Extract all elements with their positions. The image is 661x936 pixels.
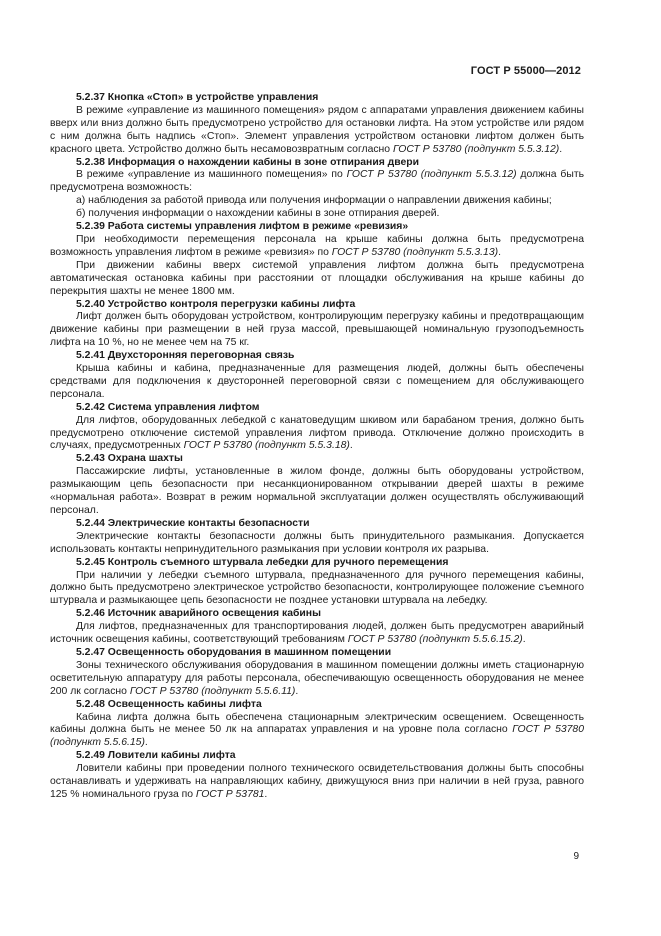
text-segment: Кабина лифта должна быть обеспечена стационарным электрическим освещением. Освещенность кабины должна быть не менее 50 лк на аппаратах управления и на уровне пола согласно [50,711,584,736]
section-number: 5.2.40 [76,298,105,310]
standard-reference: ГОСТ Р 53780 (подпункт 5.5.3.12) [346,169,517,181]
text-segment: должна быть предусмотрена возможность: [50,169,584,194]
paragraph [50,763,584,802]
section-heading [50,221,584,234]
section-title: Устройство контроля перегрузки кабины лифта [107,298,356,310]
section-heading [50,647,584,660]
paragraph [50,570,584,609]
section-number: 5.2.48 [76,698,105,710]
section-number: 5.2.44 [76,517,105,529]
section-number: 5.2.46 [76,608,105,620]
section-heading [50,453,584,466]
section-number: 5.2.43 [76,453,105,465]
section-title: Охрана шахты [107,453,183,465]
paragraph [50,234,584,260]
text-segment: При движении кабины вверх системой управления лифтом должна быть предусмотрена автоматическая остановка кабины при расстоянии от площадки обслуживания на крыше кабины до перекрытия шахты не менее 1800 мм. [50,259,584,297]
text-segment: . [498,246,501,258]
paragraph [50,415,584,454]
paragraph [50,169,584,195]
text-segment: Зоны технического обслуживания оборудования в машинном помещении должны иметь стационарную осветительную аппаратуру для работы персонала, обеспечивающую освещенность оборудования не менее 200 лк согласно [50,659,584,697]
document-body [50,92,584,802]
text-segment: . [522,634,526,646]
standard-reference: ГОСТ Р 53780 (подпункт 5.5.6.11) [129,685,296,697]
text-segment: . [349,440,353,452]
text-segment: . [559,143,563,155]
section-number: 5.2.41 [76,350,105,362]
section-heading [50,750,584,763]
section-heading [50,92,584,105]
text-segment: а) наблюдения за работой привода или получения информации о направлении движения кабины; [76,195,552,207]
section-title: Контроль съемного штурвала лебедки для ручного перемещения [107,556,449,568]
page-number: 9 [573,851,579,862]
section-heading [50,518,584,531]
paragraph [50,531,584,557]
text-segment: При необходимости перемещения персонала на крыше кабины должна быть предусмотрена возможность управления лифтом в режиме «ревизия» по [50,233,584,258]
section-number: 5.2.49 [76,750,105,762]
paragraph [50,260,584,299]
standard-reference: ГОСТ Р 53780 (подпункт 5.5.6.15.2) [347,634,523,646]
section-title: Кнопка «Стоп» в устройстве управления [107,92,319,103]
section-number: 5.2.38 [76,156,105,168]
paragraph [50,363,584,402]
text-segment: Пассажирские лифты, установленные в жилом фонде, должны быть оборудованы устройством, размыкающим цепь безопасности при несанкционированном открывании дверей шахты в режиме «нормальная работа». Возврат в режим нормальной эксплуатации должен осуществлять обслуживающий персонал. [50,466,584,516]
section-title: Двухсторонняя переговорная связь [107,350,295,362]
paragraph [50,311,584,350]
section-heading [50,350,584,363]
section-heading [50,299,584,312]
section-title: Работа системы управления лифтом в режиме «ревизия» [107,221,409,233]
text-segment: В режиме «управление из машинного помещения» рядом с аппаратами управления движением кабины вверх или вниз должно быть предусмотрено устройство для остановки лифта. На этом устройстве или рядом с ним должна быть надпись «Стоп». Элемент управления устройством остановки лифтом должен быть красного цвета. Устройство должно быть несамовозвратным согласно [50,104,584,155]
text-segment: При наличии у лебедки съемного штурвала, предназначенного для ручного перемещения кабины, должно быть предусмотрено электрическое устройство безопасности, контролирующее положение съемного штурвала и размыкающее цепь безопасности не позднее установки штурвала на лебедку. [50,569,584,607]
text-segment: . [144,737,148,749]
text-segment: Для лифтов, оборудованных лебедкой с канатоведущим шкивом или барабаном трения, должно быть предусмотрено отключение системой управления лифтом привода. Отключение должно происходить в случаях, предусмотренных [50,414,584,452]
text-segment: б) получения информации о нахождении кабины в зоне отпирания дверей. [76,208,440,220]
section-title: Освещенность кабины лифта [107,698,262,710]
standard-reference: ГОСТ Р 53780 (подпункт 5.5.3.18) [183,440,350,452]
standard-reference: ГОСТ Р 53780 (подпункт 5.5.3.13) [331,246,499,258]
text-segment: . [264,788,268,800]
section-heading [50,157,584,170]
text-segment: Для лифтов, предназначенных для транспортирования людей, должен быть предусмотрен аварийный источник освещения кабины, соответствующий требованиям [50,621,584,646]
section-title: Источник аварийного освещения кабины [107,608,321,620]
text-segment: Крыша кабины и кабина, предназначенные для размещения людей, должны быть обеспечены средствами для подключения к двусторонней переговорной связи с помещением для обслуживающего персонала. [50,363,584,400]
standard-reference: ГОСТ Р 53781 [195,788,265,800]
section-heading [50,402,584,415]
section-title: Электрические контакты безопасности [107,517,310,529]
text-segment: . [295,685,299,697]
section-title: Система управления лифтом [107,401,260,413]
section-title: Информация о нахождении кабины в зоне отпирания двери [107,156,420,168]
section-number: 5.2.45 [76,556,105,568]
text-segment: Лифт должен быть оборудован устройством, контролирующим перегрузку кабины и предотвращающим движение кабины при размещении в ней груза массой, превышающей номинальную грузоподъемность лифта на 10 %, но не менее чем на 75 кг. [50,311,584,349]
paragraph [50,466,584,518]
paragraph [50,660,584,699]
paragraph [50,712,584,751]
text-segment: В режиме «управление из машинного помещения» по [76,169,347,181]
paragraph [50,621,584,647]
section-heading [50,557,584,570]
section-heading [50,608,584,621]
text-segment: Электрические контакты безопасности должны быть принудительного размыкания. Допускается использовать контакты непринудительного размыкания при условии контроля их разрыва. [50,530,584,555]
section-number: 5.2.39 [76,221,105,233]
standard-header: ГОСТ Р 55000—2012 [470,65,581,77]
standard-reference: ГОСТ Р 53780 (подпункт 5.5.6.15) [50,724,584,749]
section-number: 5.2.47 [76,646,105,658]
section-heading [50,699,584,712]
section-title: Освещенность оборудования в машинном помещении [107,646,392,658]
standard-reference: ГОСТ Р 53780 (подпункт 5.5.3.12) [392,143,560,155]
text-segment: Ловители кабины при проведении полного технического освидетельствования должны быть способны останавливать и удерживать на направляющих кабину, движущуюся вниз при наличии в ней груза, равного 125 % номинального груза по [50,763,584,800]
section-number: 5.2.42 [76,401,105,413]
list-item [50,208,584,221]
paragraph [50,105,584,157]
section-number: 5.2.37 [76,92,105,103]
list-item [50,195,584,208]
section-title: Ловители кабины лифта [107,750,236,762]
